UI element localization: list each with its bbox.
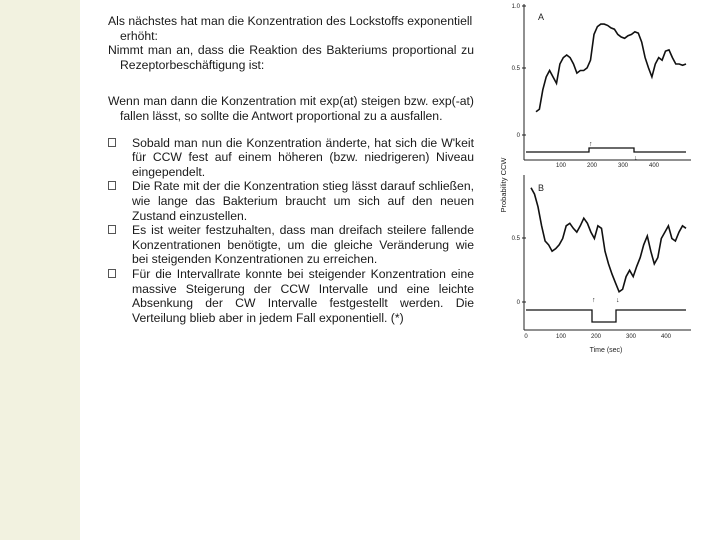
panel-b-arrow-down: ↓ [616, 297, 620, 304]
square-bullet-icon [108, 269, 116, 278]
bullet-item [108, 223, 474, 267]
left-decor-stripe [0, 0, 80, 540]
panel-a-ytick: 0 [516, 133, 520, 139]
figure-xlabel: Time (sec) [589, 347, 623, 354]
paragraph-2: Nimmt man an, dass die Reaktion des Bakteriums proportional zu Rezeptorbeschäftigung ist: [108, 43, 474, 72]
ccw-probability-figure [486, 0, 706, 370]
panel-b-xtick: 100 [555, 334, 567, 340]
panel-b-arrow-up: ↑ [592, 297, 596, 304]
panel-b-xtick: 300 [625, 334, 637, 340]
bullet-text: Es ist weiter festzuhalten, dass man dreifach steilere fallende Konzentrationen benötigte, um die gleiche Veränderung wie bei steigenden Konzentrationen zu erreichen. [132, 223, 474, 267]
panel-b-curve [531, 188, 686, 292]
panel-a-ytick: 1.0 [511, 4, 520, 10]
bullet-item [108, 136, 474, 180]
bullet-text: Die Rate mit der die Konzentration stieg lässt darauf schließen, wie lange das Bakterium braucht um sich auf den neuen Zustand einzustellen. [132, 179, 474, 223]
panel-a-xtick: 400 [648, 163, 660, 169]
panel-a-curve [536, 24, 686, 112]
panel-a-xtick: 200 [586, 163, 598, 169]
panel-a-stimulus-trace [526, 148, 686, 152]
panel-b-ytick: 0 [516, 300, 520, 306]
panel-b-xtick: 200 [590, 334, 602, 340]
paragraph-3: Wenn man dann die Konzentration mit exp(at) steigen bzw. exp(-at) fallen lässt, so sollte die Antwort proportional zu a ausfallen. [108, 94, 474, 123]
square-bullet-icon [108, 138, 116, 147]
panel-b [512, 175, 691, 354]
bullet-text: Für die Intervallrate konnte bei steigender Konzentration eine massive Steigerung der CCW Intervalle und eine leichte Absenkung der CW Intervalle festgestellt werden. Die Verteilung blieb aber in jedem Fall exponentiell. (*) [132, 266, 474, 325]
panel-b-stimulus-trace [526, 310, 686, 322]
panel-b-xtick: 400 [660, 334, 672, 340]
slide-text [108, 14, 474, 325]
bullet-item [108, 267, 474, 325]
bullet-list [108, 136, 474, 326]
panel-b-label: B [538, 183, 545, 193]
square-bullet-icon [108, 225, 116, 234]
panel-a-ytick: 0.5 [511, 66, 520, 72]
figure-ylabel: Probability CCW [499, 157, 508, 213]
panel-a-arrow-down: ↓ [634, 155, 638, 162]
square-bullet-icon [108, 181, 116, 190]
paragraph-1: Als nächstes hat man die Konzentration des Lockstoffs exponentiell erhöht: [108, 14, 473, 43]
panel-a [512, 4, 691, 169]
bullet-text: Sobald man nun die Konzentration änderte, hat sich die W'keit für CCW fest auf einem höheren (bzw. niedrigeren) Niveau eingependelt. [132, 135, 474, 179]
panel-a-label: A [538, 12, 545, 22]
panel-a-xtick: 100 [555, 163, 567, 169]
panel-a-arrow-up: ↑ [589, 141, 593, 148]
panel-a-xtick: 300 [617, 163, 629, 169]
panel-b-ytick: 0.5 [511, 236, 520, 242]
bullet-item [108, 179, 474, 223]
panel-b-xtick: 0 [524, 334, 528, 340]
